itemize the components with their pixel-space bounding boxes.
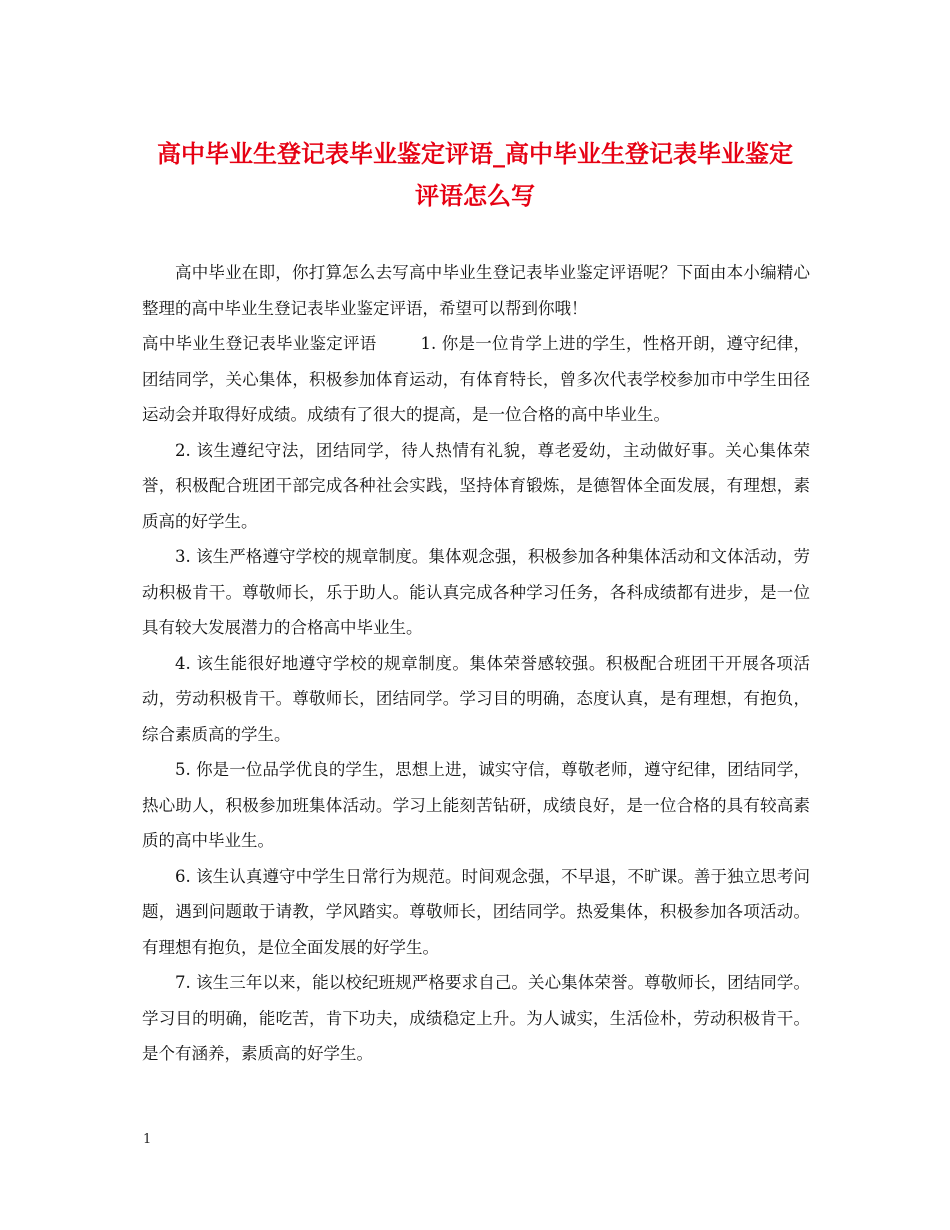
document-body bbox=[142, 255, 810, 1072]
evaluation-item-6: 6. 该生认真遵守中学生日常行为规范。时间观念强，不早退，不旷课。善于独立思考问题，遇到问题敢于请教，学风踏实。尊敬师长，团结同学。热爱集体，积极参加各项活动。有理想有抱负，是位全面发展的好学生。 bbox=[142, 866, 810, 957]
page-number: 1 bbox=[143, 1132, 152, 1147]
evaluation-item-4: 4. 该生能很好地遵守学校的规章制度。集体荣誉感较强。积极配合班团干开展各项活动，劳动积极肯干。尊敬师长，团结同学。学习目的明确，态度认真，是有理想，有抱负，综合素质高的学生。 bbox=[142, 653, 810, 744]
intro-paragraph: 高中毕业在即，你打算怎么去写高中毕业生登记表毕业鉴定评语呢？下面由本小编精心整理的高中毕业生登记表毕业鉴定评语，希望可以帮到你哦！ bbox=[142, 263, 810, 318]
section-label: 高中毕业生登记表毕业鉴定评语 bbox=[142, 334, 377, 353]
section-gap bbox=[377, 334, 421, 353]
evaluation-item-1: 1. 你是一位肯学上进的学生，性格开朗，遵守纪律，团结同学，关心集体，积极参加体育运动，有体育特长，曾多次代表学校参加市中学生田径运动会并取得好成绩。成绩有了很大的提高，是一位合格的高中毕业生。 bbox=[142, 334, 810, 424]
evaluation-item-3: 3. 该生严格遵守学校的规章制度。集体观念强，积极参加各种集体活动和文体活动，劳动积极肯干。尊敬师长，乐于助人。能认真完成各种学习任务，各科成绩都有进步，是一位具有较大发展潜力的合格高中毕业生。 bbox=[142, 547, 810, 637]
evaluation-item-2: 2. 该生遵纪守法，团结同学，待人热情有礼貌，尊老爱幼，主动做好事。关心集体荣誉，积极配合班团干部完成各种社会实践，坚持体育锻炼，是德智体全面发展，有理想，素质高的好学生。 bbox=[142, 440, 810, 531]
document-title-line-2: 评语怎么写 bbox=[415, 181, 535, 210]
evaluation-item-5: 5. 你是一位品学优良的学生，思想上进，诚实守信，尊敬老师，遵守纪律，团结同学，热心助人，积极参加班集体活动。学习上能刻苦钻研，成绩良好，是一位合格的具有较高素质的高中毕业生。 bbox=[142, 760, 810, 850]
document-title-line-1: 高中毕业生登记表毕业鉴定评语_高中毕业生登记表毕业鉴定 bbox=[157, 139, 793, 168]
evaluation-item-7: 7. 该生三年以来，能以校纪班规严格要求自己。关心集体荣誉。尊敬师长，团结同学。学习目的明确，能吃苦，肯下功夫，成绩稳定上升。为人诚实，生活俭朴，劳动积极肯干。是个有涵养，素质高的好学生。 bbox=[142, 973, 810, 1063]
section-paragraph-1 bbox=[142, 326, 810, 433]
